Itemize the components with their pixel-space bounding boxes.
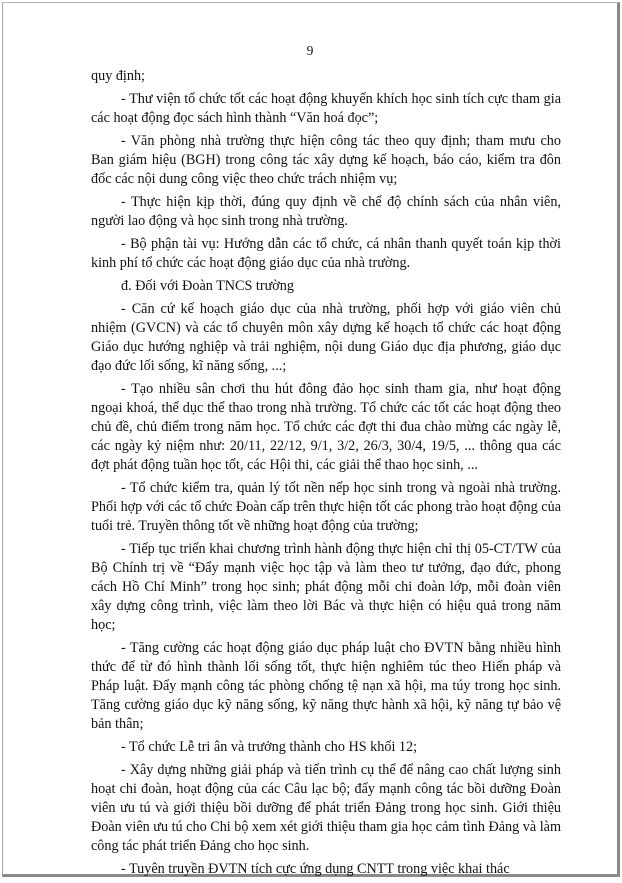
paragraph: - Tuyên truyền ĐVTN tích cực ứng dụng CNTT trong việc khai thác [121, 861, 510, 877]
paragraph: - Tiếp tục triển khai chương trình hành động thực hiện chỉ thị 05-CT/TW của Bộ Chính trị về “Đẩy mạnh việc học tập và làm theo tư tưởng, đạo đức, phong cách Hồ Chí Minh” trong học sinh; phát động mỗi chi đoàn lớp, mỗi đoàn viên xây dựng công trình, việc làm theo lời Bác và thực hiện có hiệu quả trong năm học; [91, 541, 561, 633]
paragraph: - Thư viện tổ chức tốt các hoạt động khuyến khích học sinh tích cực tham gia các hoạt động đọc sách hình thành “Văn hoá đọc”; [91, 91, 561, 126]
paragraph: - Tăng cường các hoạt động giáo dục pháp luật cho ĐVTN bằng nhiều hình thức để từ đó hình thành lối sống tốt, thực hiện nghiêm túc theo Hiến pháp và Pháp luật. Đẩy mạnh công tác phòng chống tệ nạn xã hội, ma túy trong học sinh. Tăng cường giáo dục kỹ năng sống, kỹ năng thực hành xã hội, kỹ năng tự bảo vệ bản thân; [91, 640, 561, 732]
page-number: 9 [306, 43, 314, 58]
document-page [2, 2, 620, 877]
paragraph: - Tổ chức kiểm tra, quản lý tốt nền nếp học sinh trong và ngoài nhà trường. Phối hợp với các tổ chức Đoàn cấp trên thực hiện tốt các phong trào hoạt động của tuổi trẻ. Truyền thông tốt về những hoạt động của trường; [91, 480, 561, 534]
paragraph: - Căn cứ kế hoạch giáo dục của nhà trường, phối hợp với giáo viên chủ nhiệm (GVCN) và các tổ chuyên môn xây dựng kế hoạch tổ chức các hoạt động Giáo dục hướng nghiệp và trải nghiệm, nội dung Giáo dục địa phương, giáo dục đạo đức lối sống, kĩ năng sống, ...; [91, 301, 561, 374]
paragraph: quy định; [91, 68, 145, 84]
paragraph: - Tạo nhiều sân chơi thu hút đông đảo học sinh tham gia, như hoạt động ngoại khoá, thể dục thể thao trong nhà trường. Tổ chức các tốt các hoạt động theo chủ đề, chủ điểm trong năm học. Tổ chức các đợt thi đua chào mừng các ngày lễ, các ngày kỷ niệm như: 20/11, 22/12, 9/1, 3/2, 26/3, 30/4, 19/5, ... thông qua các đợt phát động tuần học tốt, các Hội thi, các giải thể thao học sinh, ... [91, 381, 561, 473]
section-heading: đ. Đối với Đoàn TNCS trường [121, 278, 294, 294]
paragraph: - Thực hiện kịp thời, đúng quy định về chế độ chính sách của nhân viên, người lao động và học sinh trong nhà trường. [91, 194, 561, 229]
paragraph: - Bộ phận tài vụ: Hướng dẫn các tổ chức, cá nhân thanh quyết toán kịp thời kinh phí tổ chức các hoạt động giáo dục của nhà trường. [91, 236, 561, 271]
page-body [91, 67, 561, 883]
paragraph: - Xây dựng những giải pháp và tiến trình cụ thể để nâng cao chất lượng sinh hoạt chi đoàn, hoạt động của các Câu lạc bộ; đẩy mạnh công tác bồi dưỡng Đoàn viên ưu tú và giới thiệu bồi dưỡng để phát triển Đảng trong học sinh. Giới thiệu Đoàn viên ưu tú cho Chi bộ xem xét giới thiệu tham gia học cảm tình Đảng và làm công tác phát triển Đảng cho học sinh. [91, 762, 561, 854]
paragraph: - Tổ chức Lễ tri ân và trưởng thành cho HS khối 12; [121, 739, 418, 755]
paragraph: - Văn phòng nhà trường thực hiện công tác theo quy định; tham mưu cho Ban giám hiệu (BGH) trong công tác xây dựng kế hoạch, báo cáo, kiểm tra đôn đốc các nội dung công việc theo chức trách nhiệm vụ; [91, 133, 561, 187]
